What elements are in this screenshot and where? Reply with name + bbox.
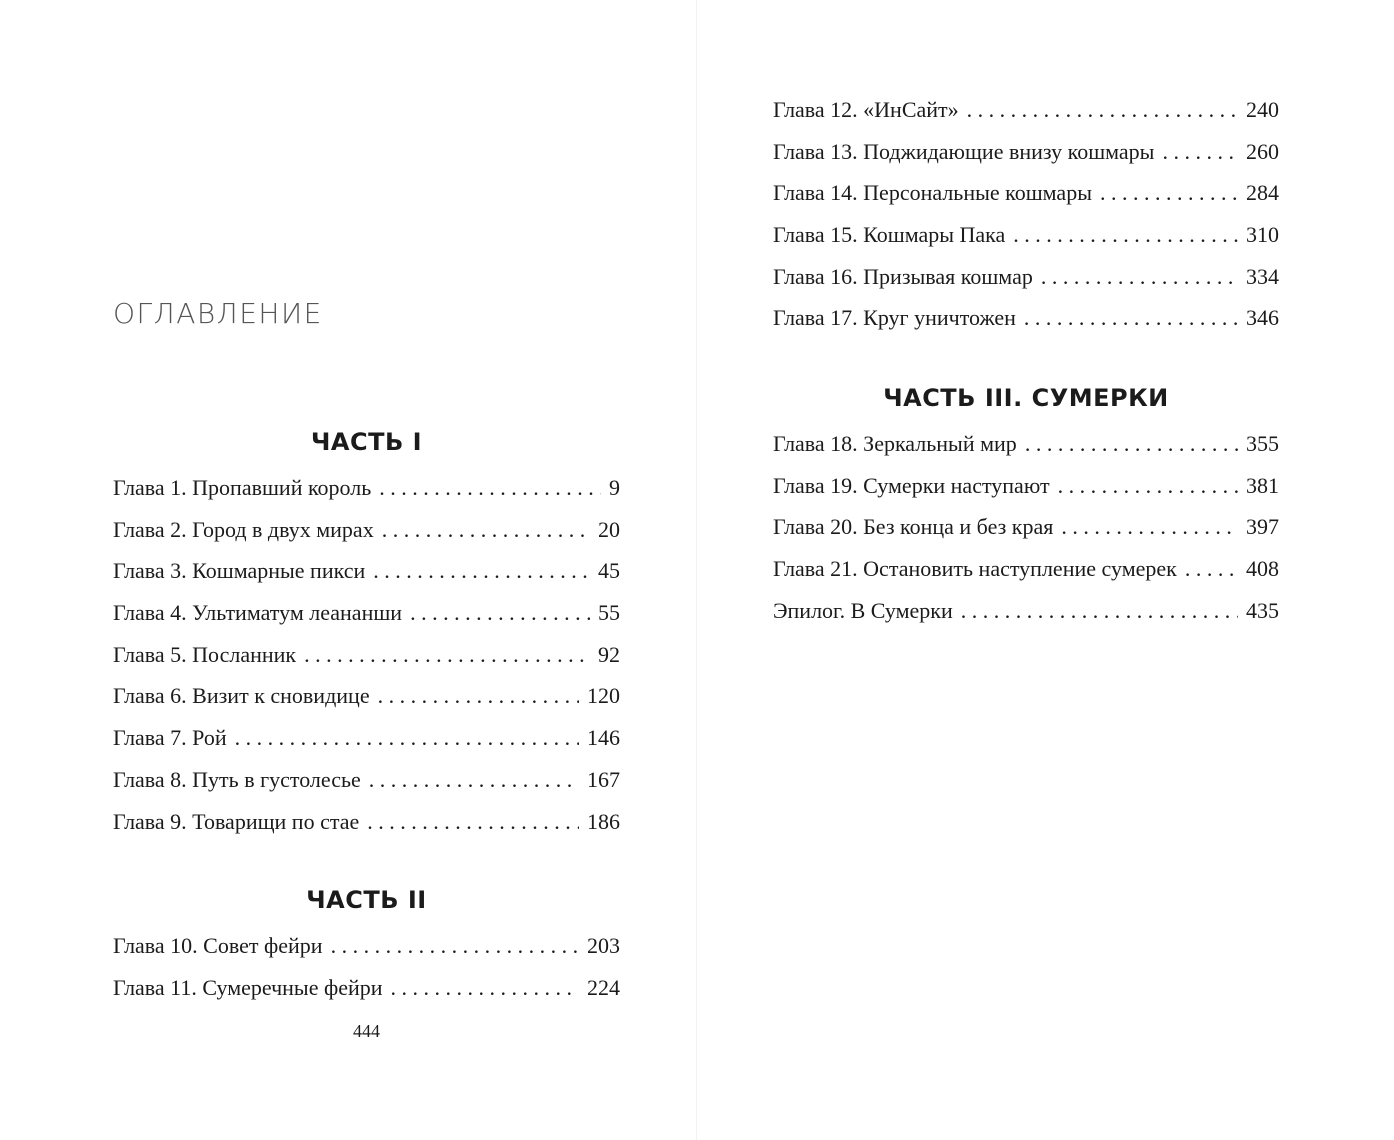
chapter-page-number: 381 — [1246, 472, 1279, 498]
chapter-title: Глава 13. Поджидающие внизу кошмары — [773, 138, 1155, 164]
toc-entry[interactable] — [113, 717, 620, 759]
chapter-page-number: 284 — [1246, 180, 1279, 206]
dot-leader — [410, 592, 590, 634]
toc-entry[interactable] — [773, 423, 1279, 465]
chapter-title: Глава 4. Ультиматум леананши — [113, 600, 403, 626]
right-page — [697, 0, 1394, 1140]
dot-leader — [235, 717, 579, 759]
toc-entry[interactable] — [113, 925, 620, 967]
dot-leader — [1041, 256, 1238, 298]
chapter-page-number: 92 — [598, 641, 620, 667]
chapter-page-number: 397 — [1246, 514, 1279, 540]
chapter-page-number: 224 — [587, 974, 620, 1000]
chapter-page-number: 167 — [587, 766, 620, 792]
chapter-title: Глава 12. «ИнСайт» — [773, 97, 959, 122]
chapter-title: Глава 20. Без конца и без края — [773, 514, 1054, 540]
toc-entry[interactable] — [773, 89, 1279, 131]
chapter-page-number: 355 — [1246, 431, 1279, 456]
toc-entry[interactable] — [113, 509, 620, 551]
toc-entry[interactable] — [113, 675, 620, 717]
dot-leader — [373, 550, 590, 592]
toc-entry[interactable] — [113, 467, 620, 509]
toc-entry[interactable] — [773, 506, 1279, 548]
chapter-page-number: 146 — [587, 725, 620, 751]
toc-entry[interactable] — [773, 214, 1279, 256]
chapter-page-number: 334 — [1246, 263, 1279, 289]
chapter-title: Глава 16. Призывая кошмар — [773, 263, 1033, 289]
dot-leader — [1100, 172, 1238, 214]
dot-leader — [1061, 506, 1238, 548]
chapter-page-number: 120 — [587, 683, 620, 709]
chapter-title: Глава 11. Сумеречные фейри — [113, 974, 383, 1000]
dot-leader — [1013, 214, 1238, 256]
dot-leader — [369, 759, 579, 801]
part-1-chapter-list — [113, 467, 620, 842]
chapter-title: Глава 5. Посланник — [113, 641, 297, 667]
chapter-title: Эпилог. В Сумерки — [773, 597, 953, 623]
toc-entry[interactable] — [773, 465, 1279, 507]
chapter-title: Глава 18. Зеркальный мир — [773, 431, 1017, 456]
dot-leader — [379, 467, 601, 509]
chapter-page-number: 240 — [1246, 97, 1279, 122]
dot-leader — [961, 590, 1238, 632]
toc-entry[interactable] — [113, 759, 620, 801]
chapter-page-number: 9 — [609, 475, 620, 500]
dot-leader — [331, 925, 579, 967]
dot-leader — [1024, 297, 1238, 339]
chapter-page-number: 310 — [1246, 222, 1279, 248]
toc-entry[interactable] — [773, 256, 1279, 298]
chapter-title: Глава 1. Пропавший король — [113, 475, 372, 500]
toc-entry[interactable] — [113, 592, 620, 634]
dot-leader — [1058, 465, 1238, 507]
chapter-page-number: 45 — [598, 558, 620, 584]
toc-entry[interactable] — [113, 967, 620, 1009]
chapter-page-number: 260 — [1246, 138, 1279, 164]
chapter-title: Глава 8. Путь в густолесье — [113, 766, 361, 792]
part-3-chapter-list — [773, 423, 1279, 631]
dot-leader — [304, 634, 590, 676]
chapter-title: Глава 10. Совет фейри — [113, 933, 323, 958]
dot-leader — [391, 967, 579, 1009]
dot-leader — [1025, 423, 1238, 465]
toc-entry[interactable] — [113, 801, 620, 843]
chapter-title: Глава 3. Кошмарные пикси — [113, 558, 366, 584]
dot-leader — [1162, 131, 1238, 173]
chapter-page-number: 346 — [1246, 305, 1279, 331]
chapter-title: Глава 21. Остановить наступление сумерек — [773, 556, 1177, 582]
chapter-title: Глава 6. Визит к сновидице — [113, 683, 370, 709]
chapter-title: Глава 14. Персональные кошмары — [773, 180, 1092, 206]
dot-leader — [1185, 548, 1238, 590]
page-number: 444 — [353, 1021, 380, 1041]
chapter-title: Глава 17. Круг уничтожен — [773, 305, 1016, 331]
chapter-title: Глава 7. Рой — [113, 725, 227, 751]
part-2-continued-chapter-list — [773, 89, 1279, 339]
toc-heading: ОГЛАВЛЕНИЕ — [113, 297, 323, 330]
chapter-title: Глава 2. Город в двух мирах — [113, 516, 374, 542]
chapter-title: Глава 15. Кошмары Пака — [773, 222, 1006, 248]
toc-entry[interactable] — [113, 634, 620, 676]
dot-leader — [378, 675, 579, 717]
toc-entry[interactable] — [773, 548, 1279, 590]
chapter-page-number: 186 — [587, 808, 620, 834]
chapter-title: Глава 19. Сумерки наступают — [773, 472, 1050, 498]
chapter-page-number: 435 — [1246, 597, 1279, 623]
chapter-page-number: 408 — [1246, 556, 1279, 582]
dot-leader — [967, 89, 1238, 131]
part-3-title: ЧАСТЬ III. СУМЕРКИ — [883, 384, 1169, 412]
part-2-chapter-list — [113, 925, 620, 1008]
chapter-page-number: 55 — [598, 600, 620, 626]
chapter-page-number: 20 — [598, 516, 620, 542]
toc-entry[interactable] — [773, 172, 1279, 214]
toc-entry[interactable] — [773, 590, 1279, 632]
chapter-page-number: 203 — [587, 933, 620, 958]
part-2-title: ЧАСТЬ II — [306, 886, 427, 914]
dot-leader — [367, 801, 579, 843]
toc-entry[interactable] — [773, 297, 1279, 339]
toc-entry[interactable] — [113, 550, 620, 592]
chapter-title: Глава 9. Товарищи по стае — [113, 808, 360, 834]
dot-leader — [382, 509, 590, 551]
part-1-title: ЧАСТЬ I — [310, 428, 423, 456]
toc-entry[interactable] — [773, 131, 1279, 173]
